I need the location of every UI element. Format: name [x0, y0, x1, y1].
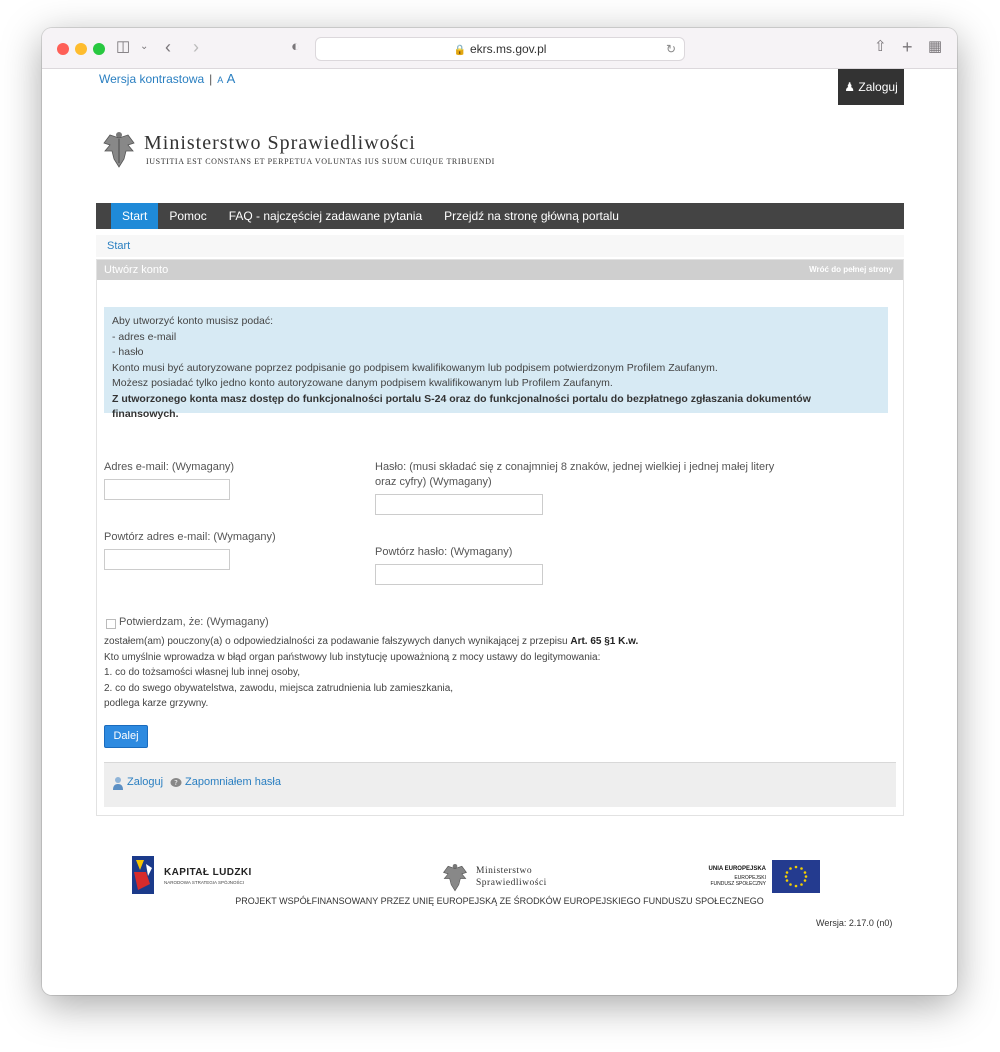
eagle-emblem-icon: [442, 861, 468, 893]
panel-header: [97, 260, 903, 280]
address-bar[interactable]: [315, 37, 685, 61]
next-button[interactable]: Dalej: [104, 725, 148, 748]
login-link[interactable]: Zaloguj: [127, 776, 164, 788]
eu-flag-icon: [772, 860, 820, 893]
tab-overview-icon[interactable]: ▦: [928, 38, 943, 55]
close-window-button[interactable]: [57, 43, 69, 55]
info-line: Konto musi być autoryzowane poprzez podpisanie go podpisem kwalifikowanym lub podpisem potwierdzonym Profilem Zaufanym.: [112, 361, 718, 374]
declaration-line: [104, 634, 638, 650]
user-icon: [112, 776, 124, 790]
main-nav: [96, 203, 904, 229]
login-button[interactable]: [838, 69, 904, 105]
password-label: [375, 460, 774, 490]
declaration-line: 2. co do swego obywatelstwa, zawodu, miejsca zatrudnienia lub zamieszkania,: [104, 682, 454, 694]
question-bubble-icon: [170, 777, 182, 789]
confirm-checkbox[interactable]: [106, 619, 116, 629]
full-page-link[interactable]: Wróć do pełnej strony: [809, 265, 893, 274]
nav-help[interactable]: Pomoc: [169, 209, 207, 223]
info-line: - adres e-mail: [112, 330, 177, 343]
panel-footer: [104, 762, 896, 807]
eu-fund-line: EUROPEJSKI: [734, 875, 766, 881]
email-field[interactable]: [104, 479, 230, 500]
browser-toolbar: [42, 28, 957, 69]
shield-icon[interactable]: ◐: [291, 38, 301, 55]
repeat-password-field[interactable]: [375, 564, 543, 585]
info-bold-line: Z utworzonego konta masz dostęp do funkcjonalności portalu S-24 oraz do funkcjonalności portalu do bezpłatnego zgłaszania dokumentów: [112, 392, 811, 405]
password-label-line: Hasło: (musi składać się z conajmniej 8 znaków, jednej wielkiej i jednej małej litery: [375, 461, 775, 473]
share-icon[interactable]: ⇧: [874, 38, 887, 55]
eagle-emblem-icon: [102, 129, 136, 169]
chevron-down-icon[interactable]: ⌄: [140, 41, 149, 52]
accessibility-links: [99, 71, 235, 86]
info-line: Aby utworzyć konto musisz podać:: [112, 315, 274, 327]
declaration-text: [104, 634, 638, 712]
font-large-link[interactable]: A: [226, 71, 236, 86]
ministry-footer-line: Sprawiedliwości: [476, 878, 547, 888]
repeat-password-label: Powtórz hasło: (Wymagany): [375, 546, 513, 558]
create-account-panel: [96, 259, 904, 816]
minimize-window-button[interactable]: [75, 43, 87, 55]
browser-window: [42, 28, 957, 995]
nav-portal-home[interactable]: Przejdź na stronę główną portalu: [444, 209, 619, 223]
declaration-line: Kto umyślnie wprowadza w błąd organ państwowy lub instytucję upoważnioną z mocy ustawy do legitymowania:: [104, 651, 601, 663]
password-field[interactable]: [375, 494, 543, 515]
info-bold-line: finansowych.: [112, 408, 179, 420]
nav-faq[interactable]: FAQ - najczęściej zadawane pytania: [228, 209, 423, 223]
ministry-footer-name: [476, 865, 547, 889]
legal-reference: Art. 65 §1 K.w.: [570, 636, 639, 647]
declaration-line: podlega karze grzywny.: [104, 698, 209, 709]
font-small-link[interactable]: A: [217, 75, 224, 85]
eu-fund: [696, 875, 766, 887]
password-label-line: oraz cyfry) (Wymagany): [375, 476, 492, 488]
repeat-email-field[interactable]: [104, 549, 230, 570]
user-icon: ♟: [844, 80, 856, 94]
new-tab-icon[interactable]: +: [902, 37, 913, 57]
cofinancing-note: PROJEKT WSPÓŁFINANSOWANY PRZEZ UNIĘ EUROPEJSKĄ ZE ŚRODKÓW EUROPEJSKIEGO FUNDUSZU SPOŁECZNEGO: [235, 896, 764, 906]
contrast-version-link[interactable]: Wersja kontrastowa: [99, 72, 205, 86]
info-line: - hasło: [112, 346, 144, 358]
breadcrumb-start-link[interactable]: Start: [107, 240, 131, 252]
kapital-ludzki-subtitle: NARODOWA STRATEGIA SPÓJNOŚCI: [164, 880, 245, 885]
version-label: Wersja: 2.17.0 (n0): [816, 918, 893, 928]
svg-text:?: ?: [174, 779, 178, 787]
separator: |: [209, 72, 213, 86]
ministry-name: Ministerstwo Sprawiedliwości: [144, 132, 416, 154]
lock-icon: 🔒: [453, 45, 466, 56]
declaration-line: 1. co do tożsamości własnej lub innej osoby,: [104, 667, 301, 678]
login-label: Zaloguj: [858, 80, 898, 94]
url-text: ekrs.ms.gov.pl: [469, 42, 547, 56]
eu-title: UNIA EUROPEJSKA: [708, 866, 766, 872]
back-icon[interactable]: ‹: [165, 37, 171, 57]
kapital-ludzki-title: KAPITAŁ LUDZKI: [164, 867, 252, 878]
breadcrumb: [96, 235, 904, 257]
info-box: [104, 307, 888, 420]
page: [42, 69, 957, 995]
zoom-window-button[interactable]: [93, 43, 105, 55]
eu-fund-line: FUNDUSZ SPOŁECZNY: [710, 881, 766, 887]
kapital-ludzki-mark-icon: [132, 856, 154, 894]
panel-title: Utwórz konto: [104, 264, 169, 276]
forward-icon[interactable]: ›: [193, 37, 199, 57]
ministry-motto: IUSTITIA EST CONSTANS ET PERPETUA VOLUNTAS IUS SUUM CUIQUE TRIBUENDI: [146, 157, 495, 166]
repeat-email-label: Powtórz adres e-mail: (Wymagany): [104, 531, 276, 543]
forgot-password-link[interactable]: Zapomniałem hasła: [185, 776, 281, 788]
confirm-label: Potwierdzam, że: (Wymagany): [119, 616, 269, 628]
info-line: Możesz posiadać tylko jedno konto autoryzowane danym podpisem kwalifikowanym lub Profilem Zaufanym.: [112, 377, 613, 389]
declaration-prefix: zostałem(am) pouczony(a) o odpowiedzialności za podawanie fałszywych danych wynikającej z przepisu: [104, 636, 571, 647]
reload-icon[interactable]: ↻: [665, 42, 676, 56]
ministry-footer-line: Ministerstwo: [476, 866, 533, 876]
nav-start[interactable]: Start: [111, 203, 158, 229]
email-label: Adres e-mail: (Wymagany): [104, 461, 235, 473]
sidebar-icon[interactable]: ◫: [116, 38, 131, 55]
